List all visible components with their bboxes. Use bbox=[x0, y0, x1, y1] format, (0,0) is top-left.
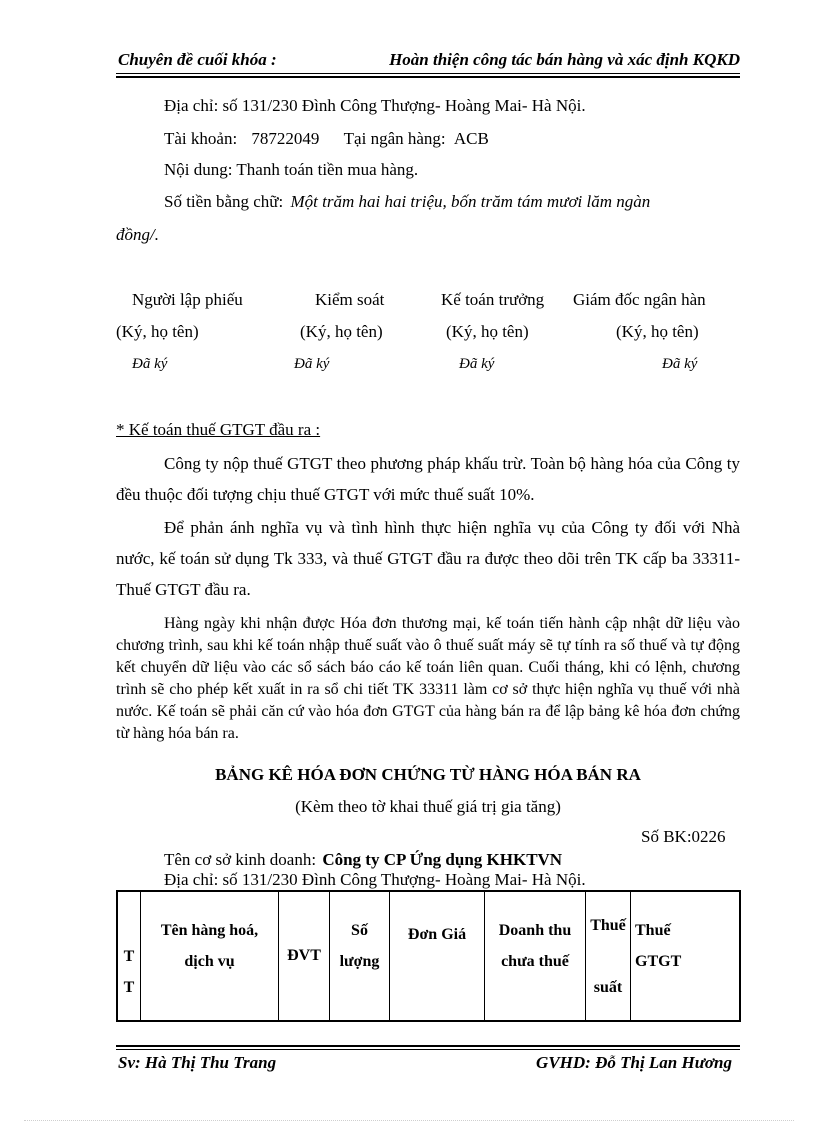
bank-name: ACB bbox=[453, 129, 489, 148]
footer-student: Sv: Hà Thị Thu Trang bbox=[118, 1053, 277, 1072]
amount-words-line bbox=[164, 192, 650, 212]
col-header-vat bbox=[631, 891, 741, 1021]
invoice-table bbox=[116, 890, 741, 1022]
table-header-row bbox=[117, 891, 740, 1021]
col-header-vat-line2: GTGT bbox=[635, 953, 682, 970]
header-right-title: Hoàn thiện công tác bán hàng và xác định KQKD bbox=[389, 50, 740, 69]
payment-content: Nội dung: Thanh toán tiền mua hàng. bbox=[164, 160, 419, 179]
signature-signed-bank-director: Đã ký bbox=[662, 356, 698, 372]
signature-signed-chief-accountant: Đã ký bbox=[459, 356, 495, 372]
page-header bbox=[116, 50, 740, 72]
signature-signed-preparer: Đã ký bbox=[132, 356, 168, 372]
company-label: Tên cơ sở kinh doanh: bbox=[164, 850, 317, 869]
col-header-tt-line1: T bbox=[123, 947, 135, 965]
col-header-qty-line1: Số bbox=[351, 922, 368, 939]
signature-note-chief-accountant: (Ký, họ tên) bbox=[446, 322, 529, 341]
report-address: Địa chỉ: số 131/230 Đình Công Thượng- Hoàng Mai- Hà Nội. bbox=[164, 870, 586, 889]
report-title: BẢNG KÊ HÓA ĐƠN CHỨNG TỪ HÀNG HÓA BÁN RA bbox=[215, 765, 641, 784]
col-header-unit bbox=[279, 891, 330, 1021]
header-rule-1 bbox=[116, 73, 740, 74]
footer-advisor: GVHD: Đỗ Thị Lan Hương bbox=[536, 1053, 732, 1072]
amount-words-label: Số tiền bằng chữ: bbox=[164, 192, 284, 211]
page-footer bbox=[116, 1053, 740, 1075]
report-number: Số BK:0226 bbox=[641, 827, 726, 846]
col-header-vat-line1: Thuế bbox=[635, 922, 671, 939]
footer-rule-2 bbox=[116, 1049, 740, 1050]
col-header-tt bbox=[117, 891, 141, 1021]
signature-role-chief-accountant: Kế toán trưởng bbox=[441, 290, 545, 309]
payment-account-line bbox=[164, 129, 489, 149]
header-rule-2 bbox=[116, 76, 740, 78]
signature-note-preparer: (Ký, họ tên) bbox=[116, 322, 199, 341]
col-header-name-line2: dịch vụ bbox=[184, 953, 235, 970]
col-header-revenue-line1: Doanh thu bbox=[498, 922, 572, 939]
vat-section-heading: * Kế toán thuế GTGT đầu ra : bbox=[116, 420, 321, 439]
vat-paragraph-2: Để phản ánh nghĩa vụ và tình hình thực hiện nghĩa vụ của Công ty đối với Nhà nước, kế toán sử dụng Tk 333, và thuế GTGT đầu ra được theo dõi trên TK cấp ba 33311- Thuế GTGT đầu ra. bbox=[116, 518, 740, 599]
report-subtitle: (Kèm theo tờ khai thuế giá trị gia tăng) bbox=[295, 797, 561, 816]
company-line bbox=[164, 850, 562, 870]
col-header-revenue-line2: chưa thuế bbox=[501, 953, 569, 970]
vat-paragraph-3: Hàng ngày khi nhận được Hóa đơn thương mại, kế toán tiến hành cập nhật dữ liệu vào chương trình, sau khi kế toán nhập thuế suất vào ô thuế suất máy sẽ tự tính ra số thuế và tự động kết chuyển dữ liệu vào các sổ sách báo cáo kế toán liên quan. Cuối tháng, khi có lệnh, chương trình sẽ cho phép kết xuất in ra sổ chi tiết TK 33311 làm cơ sở thực hiện nghĩa vụ thuế với nhà nước. Kế toán sẽ phải căn cứ vào hóa đơn GTGT của hàng bán ra để lập bảng kê hóa đơn chứng từ hàng hóa bán ra. bbox=[116, 615, 740, 742]
col-header-price-text: Đơn Giá bbox=[407, 926, 467, 943]
signature-signed-controller: Đã ký bbox=[294, 356, 330, 372]
bank-label: Tại ngân hàng: bbox=[343, 129, 446, 148]
col-header-name bbox=[141, 891, 279, 1021]
signature-note-bank-director: (Ký, họ tên) bbox=[616, 322, 699, 341]
col-header-qty bbox=[330, 891, 390, 1021]
signature-role-preparer: Người lập phiếu bbox=[132, 290, 243, 309]
account-number: 78722049 bbox=[251, 129, 320, 148]
col-header-rate bbox=[586, 891, 631, 1021]
col-header-rate-line1: Thuế bbox=[590, 916, 626, 934]
vat-paragraph-1: Công ty nộp thuế GTGT theo phương pháp khấu trừ. Toàn bộ hàng hóa của Công ty đều thuộc đối tượng chịu thuế GTGT với mức thuế suất 10%. bbox=[116, 454, 740, 504]
footer-rule-1 bbox=[116, 1045, 740, 1047]
signature-note-controller: (Ký, họ tên) bbox=[300, 322, 383, 341]
amount-words-text: Một trăm hai hai triệu, bốn trăm tám mươi lăm ngàn bbox=[290, 192, 651, 211]
amount-words-continued: đồng/. bbox=[116, 225, 159, 244]
col-header-name-line1: Tên hàng hoá, bbox=[160, 922, 259, 939]
payment-address: Địa chỉ: số 131/230 Đình Công Thượng- Hoàng Mai- Hà Nội. bbox=[164, 96, 586, 115]
col-header-rate-line2: suất bbox=[593, 978, 623, 996]
col-header-qty-line2: lượng bbox=[339, 953, 380, 970]
company-name: Công ty CP Ứng dụng KHKTVN bbox=[322, 850, 563, 869]
col-header-unit-text: ĐVT bbox=[287, 947, 321, 964]
col-header-tt-line2: T bbox=[123, 978, 135, 996]
signature-role-controller: Kiểm soát bbox=[315, 290, 385, 309]
account-label: Tài khoản: bbox=[164, 129, 238, 148]
col-header-price bbox=[390, 891, 485, 1021]
header-left-title: Chuyên đề cuối khóa : bbox=[118, 50, 277, 69]
col-header-revenue bbox=[485, 891, 586, 1021]
page-bottom-edge bbox=[24, 1120, 794, 1121]
signature-role-bank-director: Giám đốc ngân hàn bbox=[573, 290, 706, 309]
